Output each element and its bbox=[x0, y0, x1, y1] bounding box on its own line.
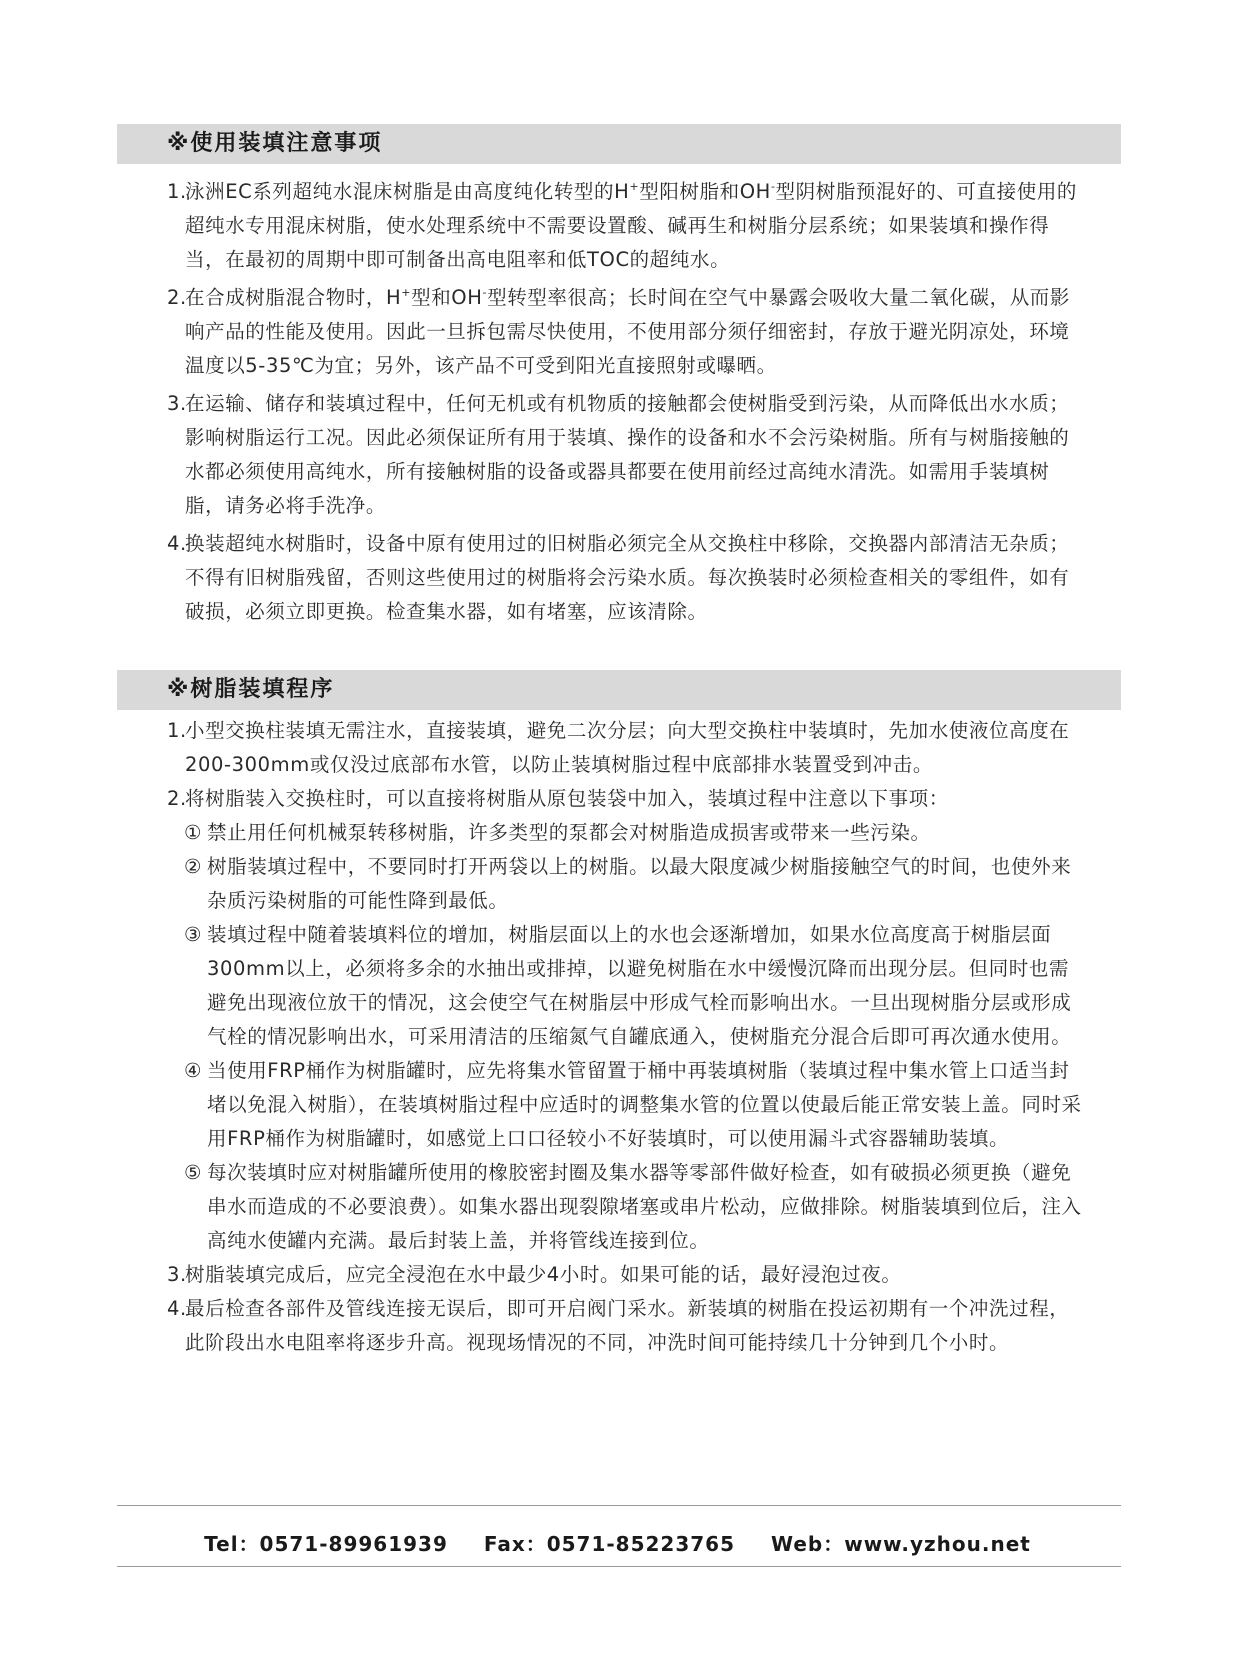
list-item bbox=[167, 1292, 1087, 1360]
item-text: 型阳树脂和OH bbox=[639, 180, 771, 203]
footer-bottom-rule bbox=[117, 1566, 1121, 1567]
sub-list-item bbox=[167, 850, 1087, 918]
item-text: 型阴树脂预混好的、可直接使用的超纯水专用混床树脂，使水处理系统中不需要设置酸、碱再生和树脂分层系统；如果装填和操作得当，在最初的周期中即可制备出高电阻率和低TOC的超纯水。 bbox=[185, 180, 1078, 271]
footer-tel: Tel：0571-89961939 bbox=[204, 1532, 448, 1556]
section-header-usage-notes: ※使用装填注意事项 bbox=[117, 124, 1121, 164]
item-text: 在运输、储存和装填过程中，任何无机或有机物质的接触都会使树脂受到污染，从而降低出水水质；影响树脂运行工况。因此必须保证所有用于装填、操作的设备和水不会污染树脂。所有与树脂接触的水都必须使用高纯水，所有接触树脂的设备或器具都要在使用前经过高纯水清洗。如需用手装填树脂，请务必将手洗净。 bbox=[185, 392, 1070, 517]
footer-top-rule bbox=[117, 1505, 1121, 1506]
footer-fax: Fax：0571-85223765 bbox=[483, 1532, 736, 1556]
sub-item-text: 禁止用任何机械泵转移树脂，许多类型的泵都会对树脂造成损害或带来一些污染。 bbox=[207, 821, 931, 844]
list-item bbox=[167, 714, 1087, 782]
item-number: 3. bbox=[167, 1263, 187, 1286]
item-number: 4. bbox=[167, 532, 187, 555]
superscript-minus: - bbox=[770, 180, 776, 193]
item-number: 4. bbox=[167, 1297, 187, 1320]
circled-number: ② bbox=[184, 855, 203, 878]
usage-notes-list bbox=[167, 175, 1087, 629]
item-text: 泳洲EC系列超纯水混床树脂是由高度纯化转型的H bbox=[185, 180, 630, 203]
list-item bbox=[167, 1258, 1087, 1292]
circled-number: ③ bbox=[184, 923, 203, 946]
item-number: 2. bbox=[167, 787, 187, 810]
item-number: 3. bbox=[167, 392, 187, 415]
item-text: 将树脂装入交换柱时，可以直接将树脂从原包装袋中加入，装填过程中注意以下事项： bbox=[185, 787, 949, 810]
section-header-loading-procedure: ※树脂装填程序 bbox=[117, 670, 1121, 710]
circled-number: ④ bbox=[184, 1059, 203, 1082]
item-number: 2. bbox=[167, 286, 187, 309]
list-item bbox=[167, 782, 1087, 816]
superscript-minus: - bbox=[482, 286, 488, 299]
list-item bbox=[167, 281, 1087, 383]
superscript-plus: + bbox=[629, 180, 640, 193]
list-item bbox=[167, 387, 1087, 523]
superscript-plus: + bbox=[401, 286, 412, 299]
sub-item-text: 当使用FRP桶作为树脂罐时，应先将集水管留置于桶中再装填树脂（装填过程中集水管上口适当封堵以免混入树脂），在装填树脂过程中应适时的调整集水管的位置以使最后能正常安装上盖。同时采用FRP桶作为树脂罐时，如感觉上口口径较小不好装填时，可以使用漏斗式容器辅助装填。 bbox=[207, 1059, 1082, 1150]
item-number: 1. bbox=[167, 180, 187, 203]
sub-list-item bbox=[167, 918, 1087, 1054]
sub-list-item bbox=[167, 1156, 1087, 1258]
item-text: 小型交换柱装填无需注水，直接装填，避免二次分层；向大型交换柱中装填时，先加水使液位高度在200-300mm或仅没过底部布水管，以防止装填树脂过程中底部排水装置受到冲击。 bbox=[185, 719, 1070, 776]
circled-number: ⑤ bbox=[184, 1161, 203, 1184]
sub-item-text: 装填过程中随着装填料位的增加，树脂层面以上的水也会逐渐增加，如果水位高度高于树脂层面300mm以上，必须将多余的水抽出或排掉，以避免树脂在水中缓慢沉降而出现分层。但同时也需避免出现液位放干的情况，这会使空气在树脂层中形成气栓而影响出水。一旦出现树脂分层或形成气栓的情况影响出水，可采用清洁的压缩氮气自罐底通入，使树脂充分混合后即可再次通水使用。 bbox=[207, 923, 1072, 1048]
list-item bbox=[167, 175, 1087, 277]
item-text: 在合成树脂混合物时，H bbox=[185, 286, 402, 309]
sub-item-text: 每次装填时应对树脂罐所使用的橡胶密封圈及集水器等零部件做好检查，如有破损必须更换（避免串水而造成的不必要浪费）。如集水器出现裂隙堵塞或串片松动，应做排除。树脂装填到位后，注入高纯水使罐内充满。最后封装上盖，并将管线连接到位。 bbox=[207, 1161, 1082, 1252]
item-number: 1. bbox=[167, 719, 187, 742]
item-text: 型转型率很高；长时间在空气中暴露会吸收大量二氧化碳，从而影响产品的性能及使用。因此一旦拆包需尽快使用，不使用部分须仔细密封，存放于避光阴凉处，环境温度以5-35℃为宜；另外，该产品不可受到阳光直接照射或曝晒。 bbox=[185, 286, 1070, 377]
sub-list-item bbox=[167, 816, 1087, 850]
item-text: 型和OH bbox=[411, 286, 483, 309]
item-text: 最后检查各部件及管线连接无误后，即可开启阀门采水。新装填的树脂在投运初期有一个冲洗过程，此阶段出水电阻率将逐步升高。视现场情况的不同，冲洗时间可能持续几十分钟到几个小时。 bbox=[185, 1297, 1070, 1354]
item-text: 树脂装填完成后，应完全浸泡在水中最少4小时。如果可能的话，最好浸泡过夜。 bbox=[185, 1263, 902, 1286]
circled-number: ① bbox=[184, 821, 203, 844]
item-text: 换装超纯水树脂时，设备中原有使用过的旧树脂必须完全从交换柱中移除，交换器内部清洁无杂质；不得有旧树脂残留，否则这些使用过的树脂将会污染水质。每次换装时必须检查相关的零组件，如有破损，必须立即更换。检查集水器，如有堵塞，应该清除。 bbox=[185, 532, 1070, 623]
sub-list-item bbox=[167, 1054, 1087, 1156]
footer-web: Web：www.yzhou.net bbox=[770, 1532, 1031, 1556]
list-item bbox=[167, 527, 1087, 629]
loading-procedure-list bbox=[167, 714, 1087, 1360]
contact-footer bbox=[0, 1528, 1235, 1557]
sub-item-text: 树脂装填过程中，不要同时打开两袋以上的树脂。以最大限度减少树脂接触空气的时间，也使外来杂质污染树脂的可能性降到最低。 bbox=[207, 855, 1072, 912]
